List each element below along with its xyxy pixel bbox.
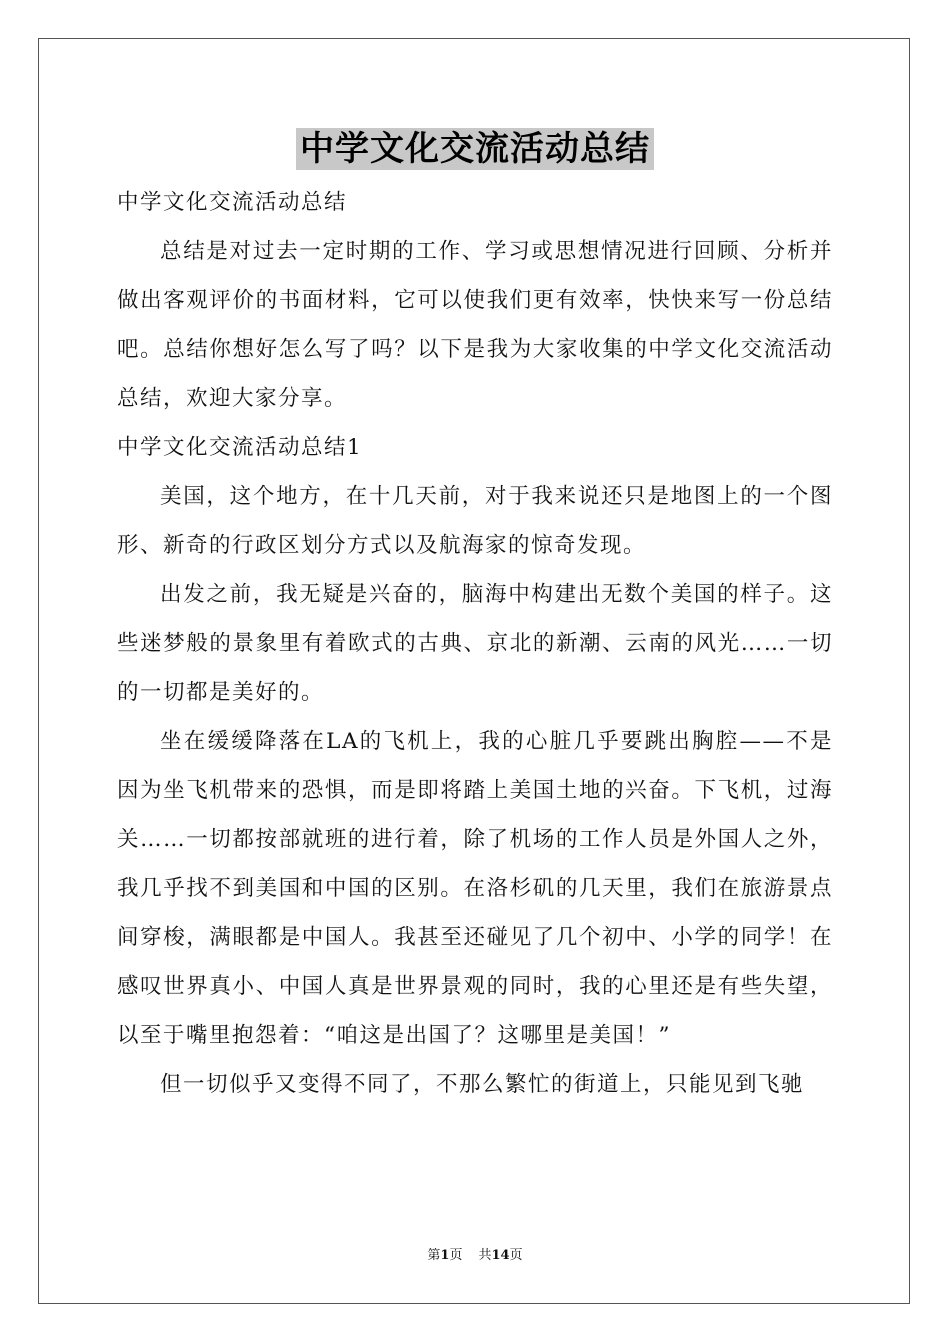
paragraph: 美国，这个地方，在十几天前，对于我来说还只是地图上的一个图形、新奇的行政区划分方式以及航海家的惊奇发现。 (117, 484, 833, 558)
page-suffix: 页 (449, 1248, 463, 1263)
paragraph: 总结是对过去一定时期的工作、学习或思想情况进行回顾、分析并做出客观评价的书面材料，它可以使我们更有效率，快快来写一份总结吧。总结你想好怎么写了吗？以下是我为大家收集的中学文化交流活动总结，欢迎大家分享。 (117, 239, 833, 411)
page-number: 1 (440, 1248, 450, 1263)
total-suffix: 页 (509, 1248, 523, 1263)
paragraph: 但一切似乎又变得不同了，不那么繁忙的街道上，只能见到飞驰 (160, 1072, 805, 1097)
section-heading: 中学文化交流活动总结1 (117, 435, 363, 460)
paragraph: 坐在缓缓降落在LA的飞机上，我的心脏几乎要跳出胸腔——不是因为坐飞机带来的恐惧，而是即将踏上美国土地的兴奋。下飞机，过海关……一切都按部就班的进行着，除了机场的工作人员是外国人之外，我几乎找不到美国和中国的区别。在洛杉矶的几天里，我们在旅游景点间穿梭，满眼都是中国人。我甚至还碰见了几个初中、小学的同学！在感叹世界真小、中国人真是世界景观的同时，我的心里还是有些失望，以至于嘴里抱怨着：“咱这是出国了？这哪里是美国！” (117, 729, 833, 1048)
title-container (0, 128, 950, 170)
total-pages: 14 (491, 1248, 510, 1263)
section-heading: 中学文化交流活动总结 (117, 190, 348, 215)
page-footer (0, 1247, 950, 1265)
paragraph: 出发之前，我无疑是兴奋的，脑海中构建出无数个美国的样子。这些迷梦般的景象里有着欧式的古典、京北的新潮、云南的风光……一切的一切都是美好的。 (117, 582, 833, 705)
page-prefix: 第 (427, 1248, 441, 1263)
total-prefix: 共 (478, 1248, 492, 1263)
page-title: 中学文化交流活动总结 (296, 128, 654, 170)
document-body (117, 178, 833, 1109)
